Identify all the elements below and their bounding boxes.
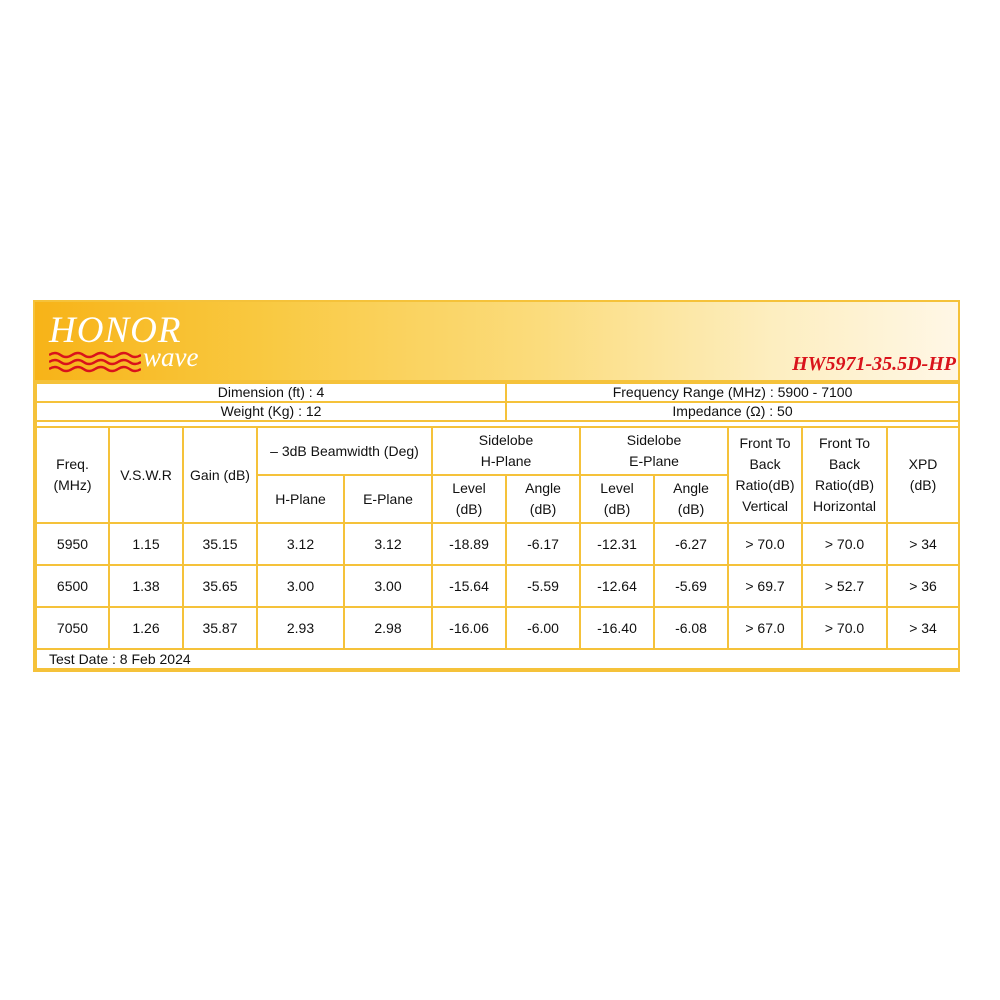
col-header-xpd: XPD (dB) [887,427,959,523]
brand-logo-subtext: wave [143,342,199,372]
cell-e-sidelobe-angle: -5.69 [654,565,728,607]
cell-e-sidelobe-level: -12.31 [580,523,654,565]
col-header-e-angle: Angle (dB) [654,475,728,523]
cell-h-beamwidth: 3.12 [257,523,344,565]
cell-gain: 35.15 [183,523,257,565]
cell-gain: 35.87 [183,607,257,649]
col-header-ftb-horizontal: Front To Back Ratio(dB) Horizontal [802,427,887,523]
cell-h-sidelobe-level: -15.64 [432,565,506,607]
cell-h-beamwidth: 2.93 [257,607,344,649]
cell-h-sidelobe-angle: -6.17 [506,523,580,565]
col-header-freq: Freq. (MHz) [36,427,109,523]
cell-gain: 35.65 [183,565,257,607]
cell-h-sidelobe-level: -16.06 [432,607,506,649]
cell-freq: 7050 [36,607,109,649]
cell-ftb-horizontal: > 52.7 [802,565,887,607]
col-header-vswr: V.S.W.R [109,427,183,523]
impedance-spec: Impedance (Ω) : 50 [506,402,959,421]
cell-ftb-vertical: > 69.7 [728,565,802,607]
cell-h-sidelobe-angle: -5.59 [506,565,580,607]
col-header-h-level: Level (dB) [432,475,506,523]
col-header-e-level: Level (dB) [580,475,654,523]
col-header-sidelobe-e: Sidelobe E-Plane [580,427,728,475]
cell-ftb-horizontal: > 70.0 [802,523,887,565]
col-header-e-plane: E-Plane [344,475,432,523]
table-row [36,607,959,649]
frequency-range-spec: Frequency Range (MHz) : 5900 - 7100 [506,383,959,402]
col-header-h-angle: Angle (dB) [506,475,580,523]
col-header-beamwidth: – 3dB Beamwidth (Deg) [257,427,432,475]
cell-h-sidelobe-level: -18.89 [432,523,506,565]
table-row [36,565,959,607]
header-row [36,427,959,475]
data-rows [36,523,959,649]
dimension-spec: Dimension (ft) : 4 [36,383,506,402]
table-row [36,523,959,565]
cell-freq: 6500 [36,565,109,607]
cell-ftb-vertical: > 70.0 [728,523,802,565]
cell-e-sidelobe-level: -16.40 [580,607,654,649]
cell-vswr: 1.26 [109,607,183,649]
cell-xpd: > 34 [887,607,959,649]
cell-e-beamwidth: 3.12 [344,523,432,565]
cell-e-sidelobe-angle: -6.08 [654,607,728,649]
wave-logo-icon [49,350,141,374]
weight-spec: Weight (Kg) : 12 [36,402,506,421]
cell-ftb-horizontal: > 70.0 [802,607,887,649]
col-header-h-plane: H-Plane [257,475,344,523]
cell-xpd: > 34 [887,523,959,565]
cell-h-beamwidth: 3.00 [257,565,344,607]
cell-e-sidelobe-level: -12.64 [580,565,654,607]
cell-vswr: 1.38 [109,565,183,607]
cell-h-sidelobe-angle: -6.00 [506,607,580,649]
cell-freq: 5950 [36,523,109,565]
col-header-ftb-vertical: Front To Back Ratio(dB) Vertical [728,427,802,523]
cell-e-beamwidth: 2.98 [344,607,432,649]
cell-xpd: > 36 [887,565,959,607]
cell-ftb-vertical: > 67.0 [728,607,802,649]
col-header-gain: Gain (dB) [183,427,257,523]
antenna-spec-sheet [33,300,960,672]
spec-row [36,383,959,402]
col-header-sidelobe-h: Sidelobe H-Plane [432,427,580,475]
cell-e-beamwidth: 3.00 [344,565,432,607]
spec-row [36,402,959,421]
test-date: Test Date : 8 Feb 2024 [36,649,959,669]
brand-logo-text: HONOR [49,310,182,351]
header-banner [35,302,958,382]
model-number: HW5971-35.5D-HP [792,353,956,375]
spec-table [35,382,960,670]
cell-vswr: 1.15 [109,523,183,565]
footer-row [36,649,959,669]
cell-e-sidelobe-angle: -6.27 [654,523,728,565]
